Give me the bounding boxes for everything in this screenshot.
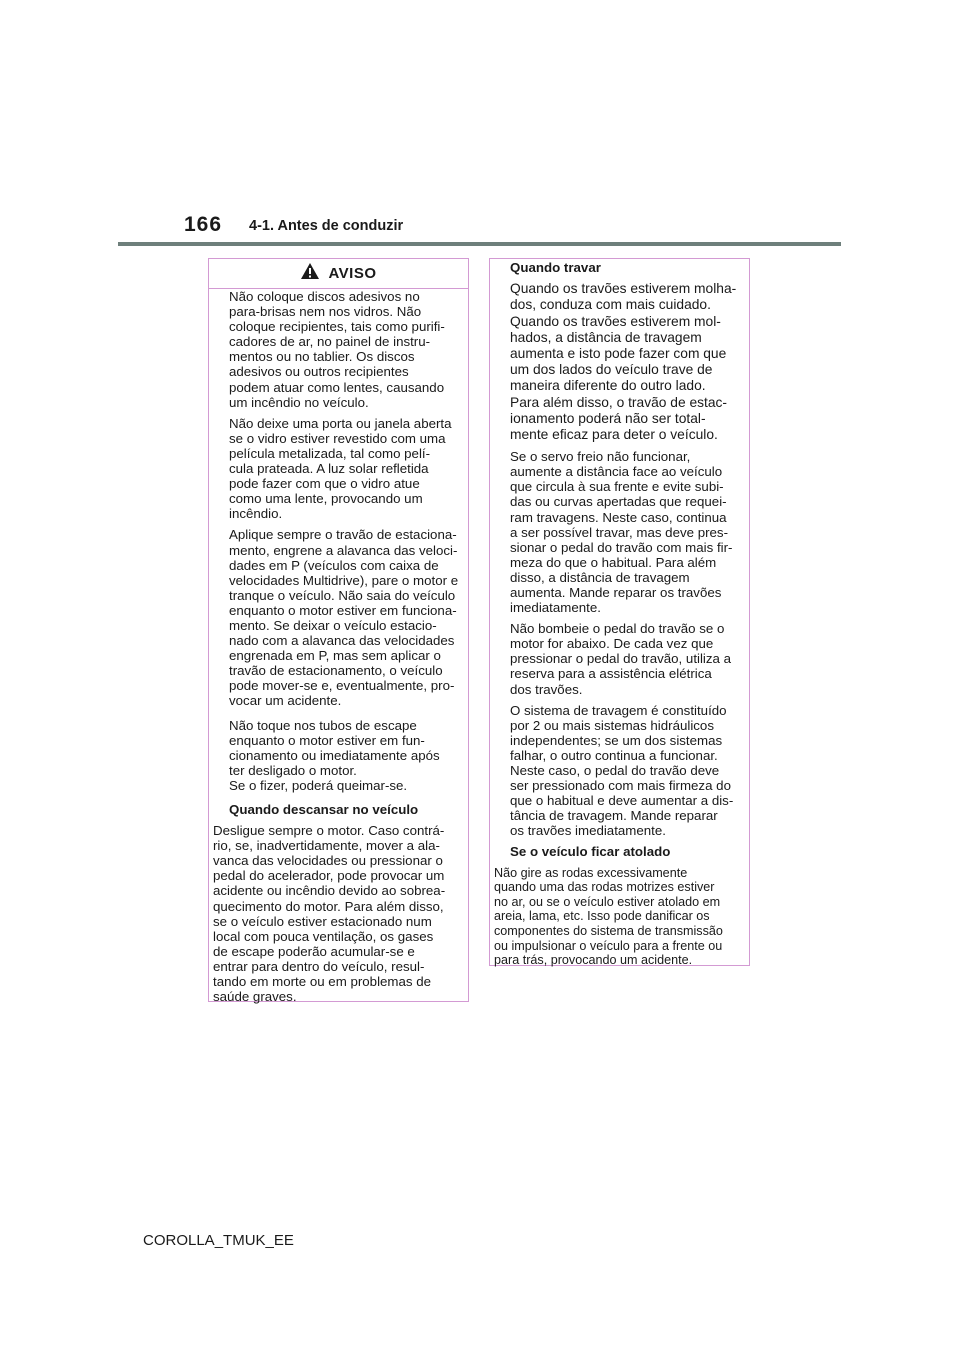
text-line: aumente a distância face ao veículo	[510, 464, 723, 480]
text-line: Se o servo freio não funcionar,	[510, 449, 691, 465]
text-line: de escape poderão acumular-se e	[213, 943, 415, 959]
text-line: aumenta. Mande reparar os travões	[510, 584, 722, 600]
text-line: ser pressionado com mais firmeza do	[510, 778, 731, 794]
text-line: como uma lente, provocando um	[229, 491, 423, 507]
text-line: Não deixe uma porta ou janela aberta	[229, 415, 452, 431]
text-line: velocidades Multidrive), pare o motor e	[229, 572, 459, 588]
text-line: vanca das velocidades ou pressionar o	[213, 853, 443, 869]
warning-triangle-icon	[300, 262, 320, 285]
text-line: se o veículo estiver estacionado num	[213, 913, 432, 929]
text-line: ram travagens. Neste caso, continua	[510, 509, 727, 525]
text-line: os travões imediatamente.	[510, 823, 666, 839]
text-line: para trás, provocando um acidente.	[494, 953, 693, 968]
text-line: sionar o pedal do travão com mais fir-	[510, 539, 733, 555]
header-rule	[118, 242, 841, 246]
section-title: 4-1. Antes de conduzir	[249, 218, 404, 234]
text-line: Não bombeie o pedal do travão se o	[510, 621, 725, 637]
text-line: pode fazer com que o vidro atue	[229, 476, 420, 492]
paragraph-window-film	[213, 416, 462, 522]
text-line: falhar, o outro continua a funcionar.	[510, 747, 718, 763]
text-line: aumenta e isto pode fazer com que	[510, 345, 727, 361]
text-line: local com pouca ventilação, os gases	[213, 928, 434, 944]
subheading-stuck-vehicle: Se o veículo ficar atolado	[510, 844, 671, 860]
warning-content-right	[490, 259, 749, 968]
text-line: incêndio.	[229, 506, 283, 522]
text-line: mento. Se deixar o veículo estacio-	[229, 617, 437, 633]
text-line: tância de travagem. Mande reparar	[510, 808, 718, 824]
text-line: saúde graves.	[213, 989, 297, 1005]
text-line: um dos lados do veículo trave de	[510, 362, 713, 378]
paragraph-wet-brakes	[494, 281, 743, 443]
text-line: enquanto o motor estiver em fun-	[229, 732, 425, 748]
text-line: imediatamente.	[510, 600, 601, 616]
footer-model-code: COROLLA_TMUK_EE	[143, 1232, 294, 1249]
text-line: ou impulsionar o veículo para a frente ou	[494, 938, 723, 953]
text-line: tranque o veículo. Não saia do veículo	[229, 587, 456, 603]
text-line: ionamento poderá não ser total-	[510, 410, 706, 426]
text-line: maneira diferente do outro lado.	[510, 378, 706, 394]
text-line: disso, a distância de travagem	[510, 569, 690, 585]
warning-header	[209, 259, 468, 289]
paragraph-pump-pedal	[494, 621, 743, 696]
text-line: engrenada em P, mas sem aplicar o	[229, 648, 441, 664]
text-line: independentes; se um dos sistemas	[510, 732, 723, 748]
text-line: tando em morte ou em problemas de	[213, 974, 432, 990]
text-line: reserva para a assistência elétrica	[510, 666, 712, 682]
text-line: quando uma das rodas motrizes estiver	[494, 880, 715, 895]
text-line: Se o fizer, poderá queimar-se.	[229, 777, 408, 793]
text-line: mento, engrene a alavanca das veloci-	[229, 542, 458, 558]
paragraph-parking-brake	[213, 527, 462, 708]
paragraph-hydraulic-systems	[494, 703, 743, 839]
text-line: das ou curvas apertadas que requei-	[510, 494, 727, 510]
paragraph-servo-brake	[494, 449, 743, 615]
text-line: Neste caso, o pedal do travão deve	[510, 763, 720, 778]
paragraph-resting	[213, 823, 462, 1004]
text-line: cadores de ar, no painel de instru-	[229, 334, 431, 350]
text-line: Desligue sempre o motor. Caso contrá-	[213, 823, 445, 839]
text-line: para-brisas nem nos vidros. Não	[229, 304, 422, 320]
text-line: quecimento do motor. Para além disso,	[213, 898, 444, 914]
warning-box-right	[489, 258, 750, 966]
text-line: podem atuar como lentes, causando	[229, 379, 445, 395]
text-line: um incêndio no veículo.	[229, 394, 369, 410]
text-line: cionamento ou imediatamente após	[229, 747, 440, 763]
warning-content-left	[209, 289, 468, 1004]
text-line: se o vidro estiver revestido com uma	[229, 430, 446, 446]
text-line: Quando os travões estiverem mol-	[510, 313, 721, 329]
text-line: enquanto o motor estiver em funciona-	[229, 602, 457, 618]
warning-title: AVISO	[328, 265, 377, 282]
text-line: dos, conduza com mais cuidado.	[510, 297, 711, 313]
text-line: meza do que o habitual. Para além	[510, 554, 717, 570]
text-line: vocar um acidente.	[229, 693, 342, 709]
text-line: a ser possível travar, mas deve pres-	[510, 524, 729, 540]
text-line: rio, se, inadvertidamente, mover a ala-	[213, 838, 440, 854]
paragraph-exhaust-pipes	[213, 718, 462, 793]
text-line: dades em P (veículos com caixa de	[229, 557, 439, 573]
text-line: por 2 ou mais sistemas hidráulicos	[510, 717, 714, 733]
text-line: que o habitual e deve aumentar a dis-	[510, 793, 734, 809]
text-line: Não gire as rodas excessivamente	[494, 865, 688, 880]
text-line: pressionar o pedal do travão, utiliza a	[510, 651, 732, 667]
text-line: Para além disso, o travão de estac-	[510, 394, 728, 410]
text-line: acidente ou incêndio devido ao sobrea-	[213, 883, 446, 899]
text-line: coloque recipientes, tais como purifi-	[229, 319, 445, 335]
text-line: película metalizada, tal como pelí-	[229, 445, 431, 461]
text-line: que circula à sua frente e evite subi-	[510, 479, 724, 495]
warning-box-left	[208, 258, 469, 1005]
subheading-braking: Quando travar	[510, 260, 601, 275]
text-line: pode mover-se e, eventualmente, pro-	[229, 678, 455, 694]
text-line: dos travões.	[510, 681, 583, 697]
text-line: entrar para dentro do veículo, resul-	[213, 958, 425, 974]
text-line: hados, a distância de travagem	[510, 329, 702, 345]
text-line: Não coloque discos adesivos no	[229, 289, 420, 304]
text-line: motor for abaixo. De cada vez que	[510, 636, 714, 652]
text-line: areia, lama, etc. Isso pode danificar os	[494, 909, 710, 924]
text-line: travão de estacionamento, o veículo	[229, 663, 443, 679]
paragraph-stuck-vehicle	[494, 866, 743, 968]
text-line: pedal do acelerador, pode provocar um	[213, 868, 445, 884]
text-line: ter desligado o motor.	[229, 762, 357, 778]
subheading-resting: Quando descansar no veículo	[229, 802, 419, 817]
text-line: Aplique sempre o travão de estaciona-	[229, 527, 457, 543]
text-line: O sistema de travagem é constituído	[510, 702, 727, 718]
text-line: componentes do sistema de transmissão	[494, 923, 723, 938]
text-line: nado com a alavanca das velocidades	[229, 633, 455, 649]
page-number: 166	[184, 213, 223, 236]
paragraph-decals	[213, 289, 462, 410]
text-line: Não toque nos tubos de escape	[229, 717, 417, 733]
text-line: cula prateada. A luz solar refletida	[229, 461, 429, 477]
text-line: mente eficaz para deter o veículo.	[510, 426, 718, 442]
text-line: Quando os travões estiverem molha-	[510, 281, 737, 297]
text-line: no ar, ou se o veículo estiver atolado em	[494, 894, 721, 909]
text-line: mentos ou no tablier. Os discos	[229, 349, 415, 365]
text-line: adesivos ou outros recipientes	[229, 364, 409, 380]
